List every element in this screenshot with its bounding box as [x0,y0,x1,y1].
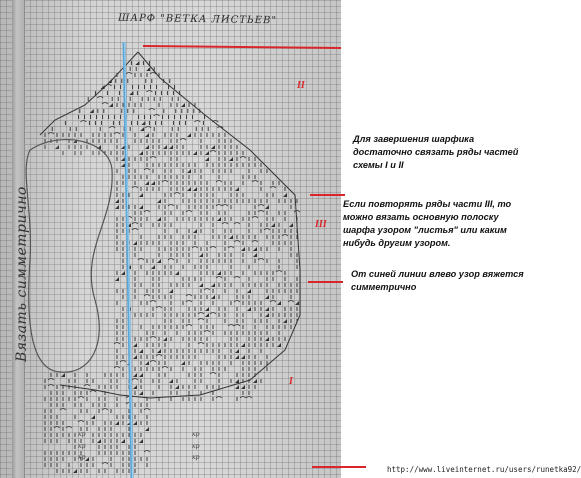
cell-label: кр [78,443,86,450]
note-line: схемы I и II [353,160,404,170]
note-line: нибудь другим узором. [343,238,451,248]
note-line: От синей линии влево узор вяжется [351,269,524,279]
note-line: Если повторять ряды части III, то [343,199,512,209]
cell-label: кр [192,454,200,461]
symmetry-note [351,268,524,294]
completion-note [353,133,518,172]
note-line: Для завершения шарфика [353,134,475,144]
watermark-url: http://www.liveinternet.ru/users/runetka92/ [387,465,581,474]
part-ii-label: II [297,80,305,91]
cell-label: кр [78,431,86,438]
note-line: симметрично [351,282,417,292]
part-iii-label: III [315,219,327,230]
part-i-label: I [289,376,293,387]
symmetric-side-label: Вязать симметрично [14,186,30,362]
cell-label: кр [192,443,200,450]
pattern-title: ШАРФ "ВЕТКА ЛИСТЬЕВ" [117,12,278,27]
part-ii-marker-line [143,46,341,48]
repeat-note [343,198,511,250]
note-line: можно вязать основную полоску [343,212,499,222]
cell-label: кр [78,454,86,461]
note-line: шарфа узором "листья" или каким [343,225,507,235]
cell-label: кр [192,431,200,438]
note-line: достаточно связать ряды частей [353,147,519,157]
